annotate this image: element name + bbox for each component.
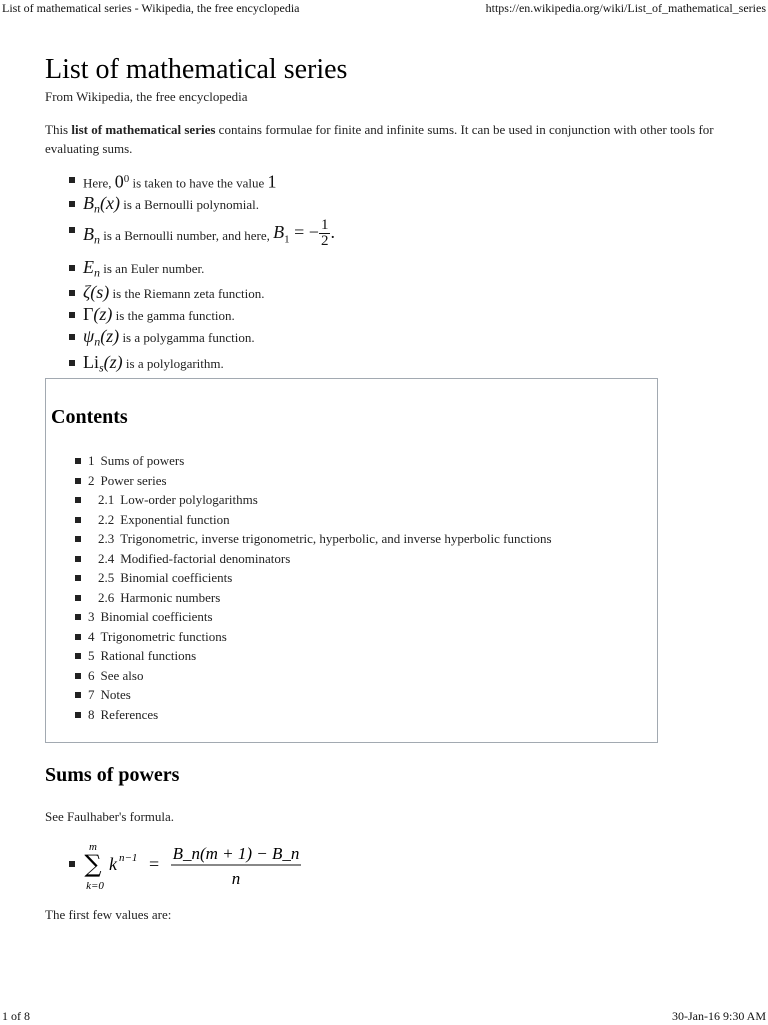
toc-item-rational-functions[interactable]: 5 Rational functions: [74, 646, 552, 666]
toc-item-power-series[interactable]: 2 Power series: [74, 471, 552, 491]
faulhaber-formula-svg: [81, 838, 321, 894]
toc-item-low-order-polylogarithms[interactable]: 2.1 Low-order polylogarithms: [74, 490, 552, 510]
toc-list: [74, 451, 552, 724]
faulhaber-formula: [67, 838, 307, 894]
site-tagline: From Wikipedia, the free encyclopedia: [45, 89, 248, 104]
print-datetime: 30-Jan-16 9:30 AM: [672, 1009, 766, 1023]
bernoulli-b1-formula: $B_1$ = − $\frac{1}{2}$ .: [273, 217, 335, 250]
toc-item-sums-of-powers[interactable]: 1 Sums of powers: [74, 451, 552, 471]
intro-bold-term: list of mathematical series: [71, 122, 216, 137]
fraction-denominator: n: [231, 869, 241, 888]
toc-item-see-also[interactable]: 6 See also: [74, 666, 552, 686]
list-item: Γ(z) is the gamma function.: [45, 304, 725, 326]
toc-heading: Contents: [51, 406, 128, 428]
table-of-contents: [45, 378, 658, 743]
list-item: $Li_s(z)$ is a polylogarithm.: [45, 352, 725, 378]
sum-lower-limit: k=0: [86, 880, 104, 892]
summation-symbol: ∑: [84, 850, 102, 878]
list-item: ζ(s) is the Riemann zeta function.: [45, 282, 725, 304]
toc-item-modified-factorial[interactable]: 2.4 Modified-factorial denominators: [74, 549, 552, 569]
sum-term-exponent: n−1: [119, 852, 138, 864]
formula-bullet: [69, 861, 75, 867]
article-content: [45, 52, 725, 377]
toc-item-notes[interactable]: 7 Notes: [74, 685, 552, 705]
sum-upper-limit: m: [89, 841, 97, 853]
sum-term: k: [109, 854, 117, 874]
toc-item-binomial-coefficients[interactable]: 3 Binomial coefficients: [74, 607, 552, 627]
page-counter: 1 of 8: [2, 1009, 30, 1023]
list-item: $B_n$ is a Bernoulli number, and here, $B_1$ = − $\frac{1}{2}$ .: [45, 219, 725, 257]
toc-item-binomial-coefficients-sub[interactable]: 2.5 Binomial coefficients: [74, 568, 552, 588]
fraction-numerator: B_n(m + 1) − B_n: [172, 844, 300, 863]
list-item: $\psi_n(z)$ is a polygamma function.: [45, 326, 725, 352]
equals-sign: =: [149, 854, 160, 874]
intro-paragraph: This list of mathematical series contains formulae for finite and infinite sums. It can be used in conjunction with other tools for evaluating sums.: [45, 122, 714, 156]
list-item: Here, $0^0$ is taken to have the value 1: [45, 169, 725, 193]
toc-item-exponential-function[interactable]: 2.2 Exponential function: [74, 510, 552, 530]
toc-item-harmonic-numbers[interactable]: 2.6 Harmonic numbers: [74, 588, 552, 608]
section-heading-sums-of-powers: Sums of powers: [45, 764, 180, 786]
page-title: List of mathematical series: [45, 54, 348, 85]
print-footer: [0, 1009, 768, 1025]
see-faulhaber-text: See Faulhaber's formula.: [45, 809, 175, 824]
list-item: $B_n(x)$ is a Bernoulli polynomial.: [45, 193, 725, 219]
toc-item-references[interactable]: 8 References: [74, 705, 552, 725]
toc-item-trigonometric-functions[interactable]: 4 Trigonometric functions: [74, 627, 552, 647]
print-header: [0, 1, 768, 17]
print-page-title: List of mathematical series - Wikipedia, the free encyclopedia: [2, 1, 300, 15]
print-page-url[interactable]: https://en.wikipedia.org/wiki/List_of_mathematical_series: [485, 1, 766, 15]
first-values-text: The first few values are:: [45, 907, 172, 922]
definitions-list: [45, 169, 725, 377]
list-item: $E_n$ is an Euler number.: [45, 257, 725, 283]
toc-item-trigonometric-hyperbolic[interactable]: 2.3 Trigonometric, inverse trigonometric, hyperbolic, and inverse hyperbolic functions: [74, 529, 552, 549]
